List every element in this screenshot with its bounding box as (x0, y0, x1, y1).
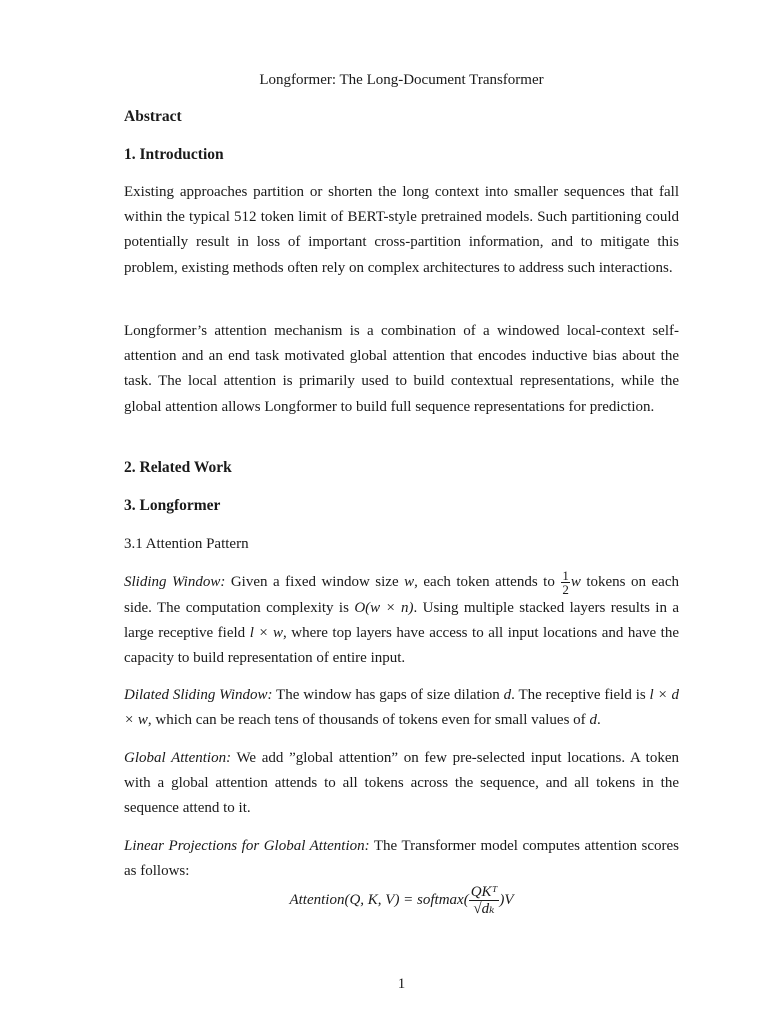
sw-text-2: , each token attends to (414, 573, 561, 590)
sw-text-4: . Using multiple stacked layers results in a large receptive field (124, 600, 679, 642)
linear-projections-label: Linear Projections for Global Attention: (124, 838, 370, 854)
attention-pattern-subheading: 3.1 Attention Pattern (124, 536, 249, 552)
fraction-numerator: 1 (562, 568, 569, 583)
sw-math-field: l × w (249, 625, 283, 642)
intro-heading: 1. Introduction (124, 146, 224, 163)
sw-text-5: , where top layers have access to all input locations and have the capacity to build representation of entire input. (124, 625, 680, 667)
linear-projections-paragraph (124, 834, 679, 884)
equation-lhs: Attention(Q, K, V) = softmax( (289, 891, 469, 908)
dsw-math-field: l × d × w (124, 687, 679, 729)
dsw-math-d: d (503, 687, 512, 703)
dilated-window-paragraph (124, 683, 679, 733)
intro-paragraph-1: Existing approaches partition or shorten the long context into smaller sequences that fall within the typical 512 token limit of BERT-style pretrained models. Such partitioning could potentially result in loss of important cross-partition information, and to mitigate this problem, existing methods often rely on complex architectures to address such interactions. (124, 184, 679, 276)
dsw-text-2: . The receptive field is (511, 687, 650, 703)
equation-fraction (469, 884, 500, 917)
global-attention-paragraph (124, 746, 679, 822)
fraction-denominator: 2 (562, 582, 569, 597)
lp-text: The Transformer model computes attention scores as follows: (124, 838, 679, 880)
dsw-text-4: . (596, 712, 601, 729)
dsw-text-3: , which can be reach tens of thousands of tokens even for small values of (147, 712, 590, 729)
attention-equation (124, 884, 679, 917)
intro-paragraph-2: Longformer’s attention mechanism is a combination of a windowed local-context self-attention and an end task motivated global attention that encodes inductive bias about the task. The local attention is primarily used to build contextual representations, while the global attention allows Longformer to build full sequence representations for prediction. (124, 323, 679, 415)
dilated-window-label: Dilated Sliding Window: (124, 687, 273, 703)
sliding-window-label: Sliding Window: (124, 573, 226, 590)
sw-text-1: Given a fixed window size (225, 573, 405, 590)
abstract-heading: Abstract (124, 108, 182, 125)
equation-numerator: QKᵀ (470, 884, 498, 900)
dsw-math-d2: d (589, 712, 597, 729)
equation-denominator: √dₖ (473, 901, 495, 917)
sw-math-w2: w (570, 573, 581, 590)
sw-math-w: w (404, 573, 415, 590)
paper-title: Longformer: The Long-Document Transformer (259, 72, 544, 88)
related-work-heading: 2. Related Work (124, 459, 232, 476)
sw-math-complexity: O(w × n) (354, 600, 414, 616)
equation-rhs: )V (499, 891, 514, 908)
sw-text-3: tokens on each side. The computation complexity is (124, 573, 679, 616)
global-attention-label: Global Attention: (124, 750, 232, 766)
sliding-window-paragraph (124, 569, 679, 672)
ga-text: We add ”global attention” on few pre-selected input locations. A token with a global attention attends to all tokens across the sequence, and all tokens in the sequence attend to it. (124, 750, 679, 817)
longformer-heading: 3. Longformer (124, 497, 221, 514)
half-fraction (561, 569, 570, 596)
dsw-text-1: The window has gaps of size dilation (272, 687, 504, 703)
page-number: 1 (397, 976, 406, 992)
